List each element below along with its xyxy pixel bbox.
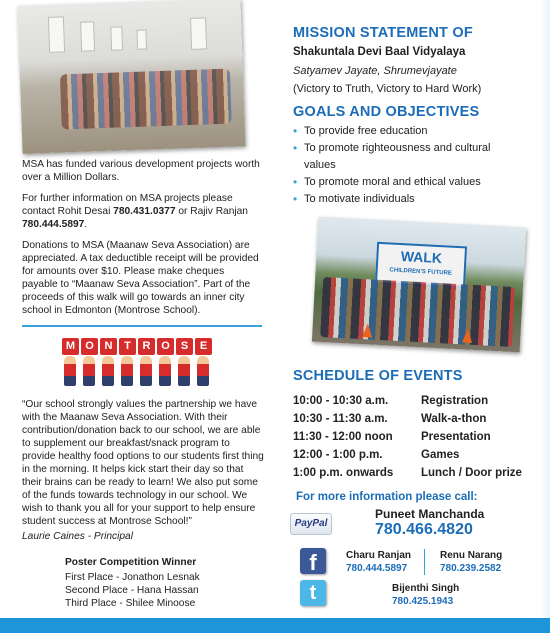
classroom-photo bbox=[17, 0, 245, 154]
quote-author: Laurie Caines - Principal bbox=[22, 531, 133, 542]
rohit-phone: 780.431.0377 bbox=[113, 206, 176, 217]
child-figure bbox=[121, 356, 133, 386]
rajiv-phone: 780.444.5897 bbox=[22, 219, 85, 230]
schedule-heading: SCHEDULE OF EVENTS bbox=[293, 368, 463, 384]
goal-item: • To motivate individuals bbox=[293, 191, 523, 208]
schedule-time: 11:30 - 12:00 noon bbox=[293, 431, 393, 443]
child-figure bbox=[102, 356, 114, 386]
schedule-time: 1:00 p.m. onwards bbox=[293, 467, 394, 479]
further-info-end: . bbox=[84, 219, 88, 230]
child-figure bbox=[178, 356, 190, 386]
montrose-letter: R bbox=[138, 338, 155, 355]
mission-heading: MISSION STATEMENT OF bbox=[293, 25, 473, 41]
child-figure bbox=[140, 356, 152, 386]
schedule-time: 10:30 - 11:30 a.m. bbox=[293, 413, 388, 425]
walk-banner-title: WALK bbox=[400, 248, 443, 267]
poster-second-place: Second Place - Hana Hassan bbox=[65, 585, 199, 596]
paypal-icon[interactable]: PayPal bbox=[290, 513, 332, 535]
contact-name: Charu Ranjan bbox=[346, 550, 412, 561]
schedule-event: Registration bbox=[421, 395, 489, 407]
goal-item: • To provide free education bbox=[293, 123, 523, 140]
contact-phone[interactable]: 780.425.1943 bbox=[392, 596, 454, 607]
child-figure bbox=[197, 356, 209, 386]
further-info-text bbox=[22, 192, 262, 231]
child-figure bbox=[159, 356, 171, 386]
montrose-letter: E bbox=[195, 338, 212, 355]
montrose-letter: M bbox=[62, 338, 79, 355]
funded-text: MSA has funded various development projects worth over a Million Dollars. bbox=[22, 159, 260, 183]
school-name: Shakuntala Devi Baal Vidyalaya bbox=[293, 46, 466, 58]
montrose-letter: O bbox=[157, 338, 174, 355]
child-figure bbox=[64, 356, 76, 386]
further-info-mid: or Rajiv Ranjan bbox=[175, 206, 248, 217]
poster-third-place: Third Place - Shilee Minoose bbox=[65, 598, 196, 609]
schedule-event: Walk-a-thon bbox=[421, 413, 487, 425]
separator-line bbox=[22, 325, 262, 327]
footer-bar bbox=[0, 618, 550, 633]
motto-translation: (Victory to Truth, Victory to Hard Work) bbox=[293, 83, 482, 95]
facebook-icon[interactable]: f bbox=[300, 548, 326, 574]
contact-phone[interactable]: 780.239.2582 bbox=[440, 563, 502, 574]
contact-name: Renu Narang bbox=[440, 550, 503, 561]
schedule-event: Presentation bbox=[421, 431, 491, 443]
further-info-intro: For further information on MSA projects please contact Rohit Desai bbox=[22, 193, 233, 217]
poster-competition-title: Poster Competition Winner bbox=[65, 557, 197, 568]
montrose-letter: N bbox=[100, 338, 117, 355]
poster-first-place: First Place - Jonathon Lesnak bbox=[65, 572, 200, 583]
montrose-graphic bbox=[62, 338, 217, 386]
schedule-time: 10:00 - 10:30 a.m. bbox=[293, 395, 389, 407]
contact-divider bbox=[424, 549, 425, 575]
schedule-event: Lunch / Door prize bbox=[421, 467, 522, 479]
goal-item: • To promote righteousness and cultural values bbox=[293, 140, 523, 174]
principal-quote: “Our school strongly values the partnership we have with the Maanaw Seva Association. With their contribution/donation back to our school, we are able to supplement our breakfast/snack program to provide healthy food options to our students first thing in the morning. It helps kick start their day so that their brains can be ready to learn! We also put some of the funds towards technology in our school. We wish to thank you all for your support to help ensure student success at Montrose School!” bbox=[22, 399, 264, 527]
walk-photo bbox=[312, 217, 526, 353]
contact-name: Bijenthi Singh bbox=[392, 583, 460, 594]
twitter-icon[interactable]: t bbox=[300, 580, 326, 606]
edge-gradient bbox=[540, 0, 550, 633]
goals-heading: GOALS AND OBJECTIVES bbox=[293, 104, 480, 120]
donations-text: Donations to MSA (Maanaw Seva Association) are appreciated. A tax deductible receipt will be provided for amounts over $10. Please make cheques payable to “Maanaw Seva Association”. Part of the proceeds of this walk will go towards an inner city school in Edmonton (Montrose School). bbox=[22, 240, 259, 316]
goals-list bbox=[293, 123, 523, 208]
contact-heading: For more information please call: bbox=[296, 491, 478, 503]
contact-phone[interactable]: 780.444.5897 bbox=[346, 563, 408, 574]
schedule-event: Games bbox=[421, 449, 460, 461]
montrose-letter: T bbox=[119, 338, 136, 355]
montrose-letter: S bbox=[176, 338, 193, 355]
main-contact-name: Puneet Manchanda bbox=[375, 507, 485, 521]
schedule-table bbox=[293, 395, 533, 485]
goal-item: • To promote moral and ethical values bbox=[293, 174, 523, 191]
montrose-letter: O bbox=[81, 338, 98, 355]
main-contact-phone[interactable]: 780.466.4820 bbox=[375, 521, 473, 538]
child-figure bbox=[83, 356, 95, 386]
schedule-time: 12:00 - 1:00 p.m. bbox=[293, 449, 383, 461]
walk-banner-subtitle: CHILDREN'S FUTURE bbox=[389, 267, 452, 277]
school-motto: Satyamev Jayate, Shrumevjayate bbox=[293, 65, 457, 77]
